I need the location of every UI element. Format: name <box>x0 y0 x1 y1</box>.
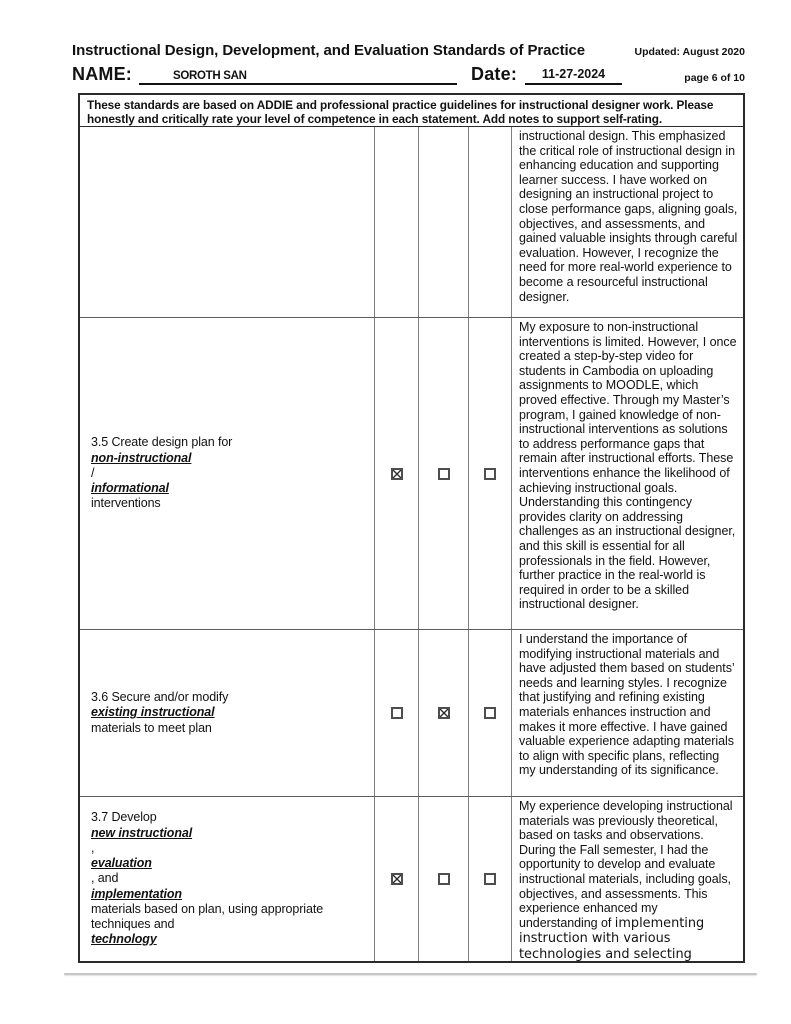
text-segment: My exposure to non-instructional interventions is limited. However, I once created a step-by-step video for students in Cambodia on uploading assignments to MOODLE, which proved effective. Through my Master’s program, I gained knowledge of non-instructional interventions as solutions to address performance gaps that remain after instructional efforts. These interventions enhance the likelihood of achieving instructional goals. Understanding this contingency provides clarity on addressing challenges as an instructional designer, and this skill is essential for all professionals in the field. However, further practice in the real-world is required in order to be a skilled instructional designer. <box>519 320 737 612</box>
page-number: page 6 of 10 <box>684 72 745 84</box>
name-date-row <box>72 64 745 85</box>
rating-checkbox-cell-1 <box>375 630 419 796</box>
standard-label <box>80 630 375 796</box>
page-divider <box>64 973 757 975</box>
text-segment: materials based on plan, using appropriate techniques and <box>91 901 324 932</box>
table-row <box>80 797 743 961</box>
standards-table <box>78 93 745 963</box>
checkbox-unchecked[interactable] <box>438 468 450 480</box>
text-segment: materials to meet plan <box>91 720 212 735</box>
text-segment: 3.6 Secure and/or modify <box>91 690 229 705</box>
notes-text <box>512 127 743 317</box>
rating-checkbox-cell-1 <box>375 318 419 629</box>
text-segment: implementing instruction with various technologies and selecting <box>519 915 705 961</box>
notes-text <box>512 797 743 961</box>
text-segment: interventions <box>91 496 161 511</box>
page-title: Instructional Design, Development, and Evaluation Standards of Practice <box>72 42 586 59</box>
table-row <box>80 630 743 797</box>
text-segment: new instructional <box>91 825 193 840</box>
instructions-text: These standards are based on ADDIE and professional practice guidelines for instructional designer work. Please honestly and critically rate your level of competence in each statement. Add notes to support self-rating. <box>80 95 743 127</box>
checkbox-unchecked[interactable] <box>438 873 450 885</box>
text-segment: 3.5 Create design plan for <box>91 435 233 450</box>
text-segment: , <box>91 840 95 855</box>
rating-checkbox-cell-3 <box>469 630 512 796</box>
checkbox-unchecked[interactable] <box>391 707 403 719</box>
rating-checkbox-cell-3 <box>469 127 512 317</box>
rating-checkbox-cell-1 <box>375 127 419 317</box>
checkbox-unchecked[interactable] <box>484 707 496 719</box>
checkbox-unchecked[interactable] <box>484 468 496 480</box>
text-segment: informational <box>91 481 169 496</box>
text-segment: , and <box>91 871 119 886</box>
text-segment: / <box>91 465 95 480</box>
table-row <box>80 127 743 318</box>
document-header <box>72 42 745 85</box>
rating-checkbox-cell-2 <box>419 127 469 317</box>
date-field[interactable] <box>525 68 622 85</box>
date-label: Date: <box>471 64 518 84</box>
notes-text <box>512 318 743 629</box>
name-value: SOROTH SAN <box>173 70 247 82</box>
standard-label <box>80 127 375 317</box>
table-body <box>80 127 743 961</box>
text-segment: My experience developing instructional materials was previously theoretical, based on tasks and observations. During the Fall semester, I had the opportunity to develop and evaluate instructional materials, including goals, objectives, and assessments. This experience enhanced my understanding of <box>519 799 733 930</box>
text-segment: technology <box>91 932 157 947</box>
date-value: 11-27-2024 <box>541 67 606 81</box>
text-segment: instructional design. This emphasized the critical role of instructional design in enhancing education and supporting learner success. I have worked on designing an instructional project to close performance gaps, aligning goals, objectives, and assessments, and gained valuable insights through careful evaluation. However, I recognize the need for more real-world experience to become a resourceful instructional designer. <box>519 129 738 304</box>
text-segment: existing instructional <box>91 705 215 720</box>
text-segment: 3.7 Develop <box>91 810 157 825</box>
name-field[interactable] <box>139 68 457 85</box>
rating-checkbox-cell-3 <box>469 797 512 961</box>
checkbox-checked[interactable] <box>391 468 403 480</box>
rating-checkbox-cell-3 <box>469 318 512 629</box>
standard-label <box>80 318 375 629</box>
text-segment: evaluation <box>91 856 152 871</box>
rating-checkbox-cell-2 <box>419 797 469 961</box>
updated-label: Updated: August 2020 <box>634 46 745 58</box>
checkbox-checked[interactable] <box>438 707 450 719</box>
checkbox-unchecked[interactable] <box>484 873 496 885</box>
text-segment: I understand the importance of modifying instructional materials and have adjusted them based on students’ needs and learning styles. I recognize that justifying and refining existing materials enhances instruction and makes it more effective. I have gained valuable experience adapting materials to align with specific plans, reflecting my understanding of its significance. <box>519 632 735 778</box>
notes-text <box>512 630 743 796</box>
name-label: NAME: <box>72 64 132 84</box>
text-segment: non-instructional <box>91 450 192 465</box>
table-row <box>80 318 743 630</box>
standard-label <box>80 797 375 961</box>
rating-checkbox-cell-2 <box>419 630 469 796</box>
text-segment: implementation <box>91 886 182 901</box>
rating-checkbox-cell-2 <box>419 318 469 629</box>
checkbox-checked[interactable] <box>391 873 403 885</box>
title-row <box>72 42 745 59</box>
rating-checkbox-cell-1 <box>375 797 419 961</box>
